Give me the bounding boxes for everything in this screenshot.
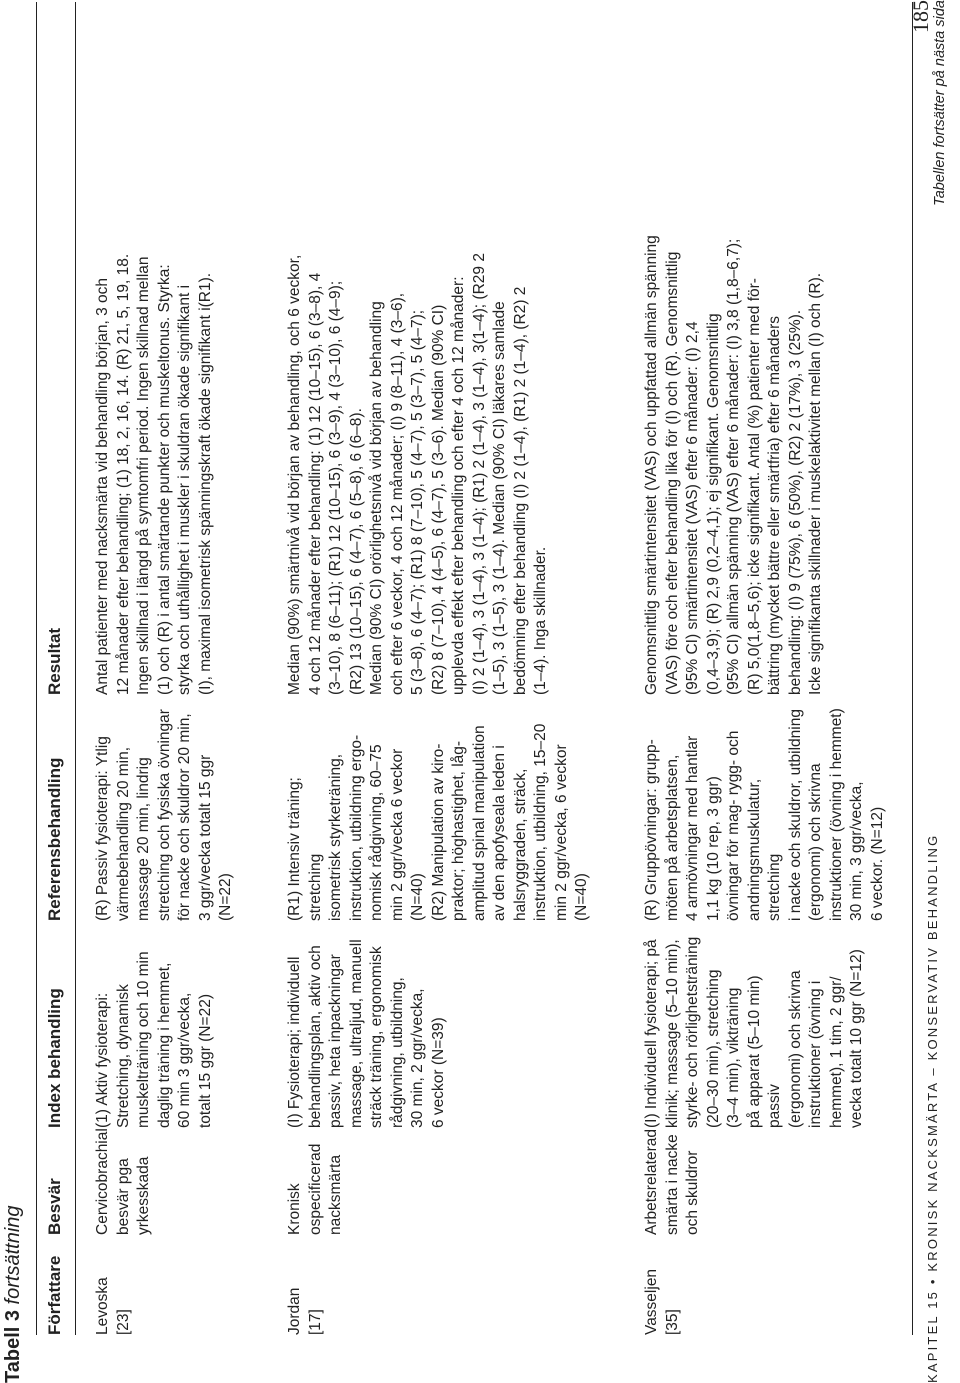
header-author: Författare bbox=[45, 1255, 64, 1335]
index-treatment-cell: (I) Individuell fysioterapi; på klinik; massage (5–10 min), styrke- och rörlighetsträning (20–30 min), stretching (3–4 min), vikträning på apparat (5–10 min) passiv (ergonomi) och skrivna instruktioner (övning i hemmet), 1 tim, 2 ggr/ vecka totalt 10 ggr (N=12) bbox=[643, 936, 865, 1128]
page-number: 185 bbox=[908, 0, 933, 33]
reference-treatment-cell: (R) Passiv fysioterapi: Ytlig värmebehandling 20 min, massage 20 min, lindrig stretching och fysiska övningar för nacke och skuldror 20 min, 3 ggr/vecka totalt 15 ggr (N=22) bbox=[94, 709, 234, 921]
reference-treatment-cell: (R1) Intensiv träning; stretching isometrisk styrketräning, instruktion, utbildning ergo- nomisk rådgivning, 60–75 min 2 ggr/vecka 6 veckor (N=40) (R2) Manipulation av kiro- praktor; höghastighet, låg- amplitud spinal manipulation av den apofyseala leden i halsryggraden, sträck, instruktion, utbildning, 15–20 min 2 ggr/vecka, 6 veckor (N=40) bbox=[286, 723, 590, 921]
header-complaint: Besvär bbox=[45, 1178, 64, 1235]
table-title bbox=[0, 1205, 26, 1383]
author-cell: Levoska [23] bbox=[94, 1277, 132, 1335]
table-label-suffix: fortsättning bbox=[2, 1205, 24, 1305]
result-cell: Genomsnittlig smärtintensitet (VAS) och uppfattad allmän spänning (VAS) före och efter behandling lika för (I) och (R). Genomsnittlig (95% CI) smärtintensitet (VAS) efter 6 månader: (I) 2,4 (0,4–3,9); (R) 2,9 (0,2–4,1); ej signifikant. Genomsnittlig (95% CI) allmän spänning (VAS) efter 6 månader: (I) 3,8 (1,8–6,7); (R) 5,0(1,8–5,6); icke signifikant. Antal (%) patienter med för- bättring (mycket bättre eller smärtfria) efter 6 månaders behandling: (I) 9 (75%), 6 (50%), (R2) 2 (17%), 3 (25%). Icke signifikanta skillnader i muskelaktivitet mellan (I) och (R). bbox=[643, 235, 824, 695]
table-bottom-rule bbox=[912, 2, 913, 1335]
result-cell: Antal patienter med nacksmärta vid behandling början, 3 och 12 månader efter behandling; (1) 18, 2, 16, 14. (R) 21, 5, 19, 18. Ingen skillnad i längd på symtomfri period. Ingen skillnad mellan (1) och (R) i antal smärtande punkter och muskeltonus. Styrka: styrka och uthållighet i muskler i skuldran ökade signifikant i (I), maximal isometrisk spänningskraft ökade signifikant i(R1). bbox=[94, 253, 214, 695]
index-treatment-cell: (I) Fysioterapi; individuell behandlingsplan, aktiv och passiv, heta inpackningar massage, ultraljud, manuell sträck träning, ergonomisk rådgivning, utbildning, 30 min, 2 ggr/vecka, 6 veckor (N=39) bbox=[286, 939, 447, 1128]
index-treatment-cell: (1) Aktiv fysioterapi: Stretching, dynamisk muskelträning och 10 min daglig träning i hemmet, 60 min 3 ggr/vecka, totalt 15 ggr (N=22) bbox=[94, 951, 214, 1128]
header-reference-treatment: Referensbehandling bbox=[45, 757, 64, 921]
header-index-treatment: Index behandling bbox=[45, 988, 64, 1128]
header-result: Resultat bbox=[45, 627, 64, 695]
continued-note: Tabellen fortsätter på nästa sida bbox=[932, 0, 948, 206]
table-top-rule bbox=[36, 2, 37, 1335]
result-cell: Median (90%) smärtnivå vid början av behandling, och 6 veckor, 4 och 12 månader efter behandling: (1) 12 (10–15), 6 (3–8), 4 (3–10), 8 (6–11); (R1) 12 (10–15), 6 (3–9), 4 (3–10), 6 (4–9); (R2) 13 (10–15), 6 (4–7), 6 (5–8), 6 (6–8). Median (90% CI) orörlighetsnivå vid början av behandling och efter 6 veckor, 4 och 12 månader; (I) 9 (8–11), 4 (3–6), 5 (3–8), 6 (4–7); (R1) 8 (7–10), 5 (4–7), 5 (3–7), 5 (4–7); (R2) 8 (7–10), 4 (4–5), 6 (4–7), 5 (3–6). Median (90% CI) upplevda effekt efter behandling och efter 4 och 12 månader: (I) 2 (1–4), 3 (1–4), 3 (1–4); (R1) 2 (1–4), 3 (1–4), 3(1–4); (R29 2 (1–5), 3 (1–5), 3 (1–4). Median (90% CI) läkares samlade bedömning efter behandling (I) 2 (1–4), (R1) 2 (1–4), (R2) 2 (1–4). Inga skillnader. bbox=[286, 253, 549, 695]
author-cell: Vasseljen [35] bbox=[643, 1268, 681, 1335]
running-head: KAPITEL 15 • KRONISK NACKSMÄRTA – KONSERVATIV BEHANDLING bbox=[925, 833, 940, 1383]
complaint-cell: Kronisk ospecificerad nacksmärta bbox=[286, 1143, 344, 1235]
complaint-cell: Arbetsrelaterad smärta i nacke och skuldror bbox=[643, 1129, 701, 1235]
complaint-cell: Cervicobrachial besvär pga yrkesskada bbox=[94, 1128, 152, 1235]
reference-treatment-cell: (R) Gruppövningar: grupp- möten på arbetsplatsen, 4 armövningar med hantlar 1,1 kg (10 rep, 3 ggr) övningar för mag- rygg- och andningsmuskulatur, stretching i nacke och skuldror, utbildning (ergonomi) och skrivna instruktioner (övning i hemmet) 30 min, 3 ggr/vecka, 6 veckor. (N=12) bbox=[643, 708, 886, 921]
table-label: Tabell 3 bbox=[2, 1310, 24, 1383]
table-header-rule bbox=[75, 2, 76, 1335]
author-cell: Jordan [17] bbox=[286, 1287, 324, 1335]
